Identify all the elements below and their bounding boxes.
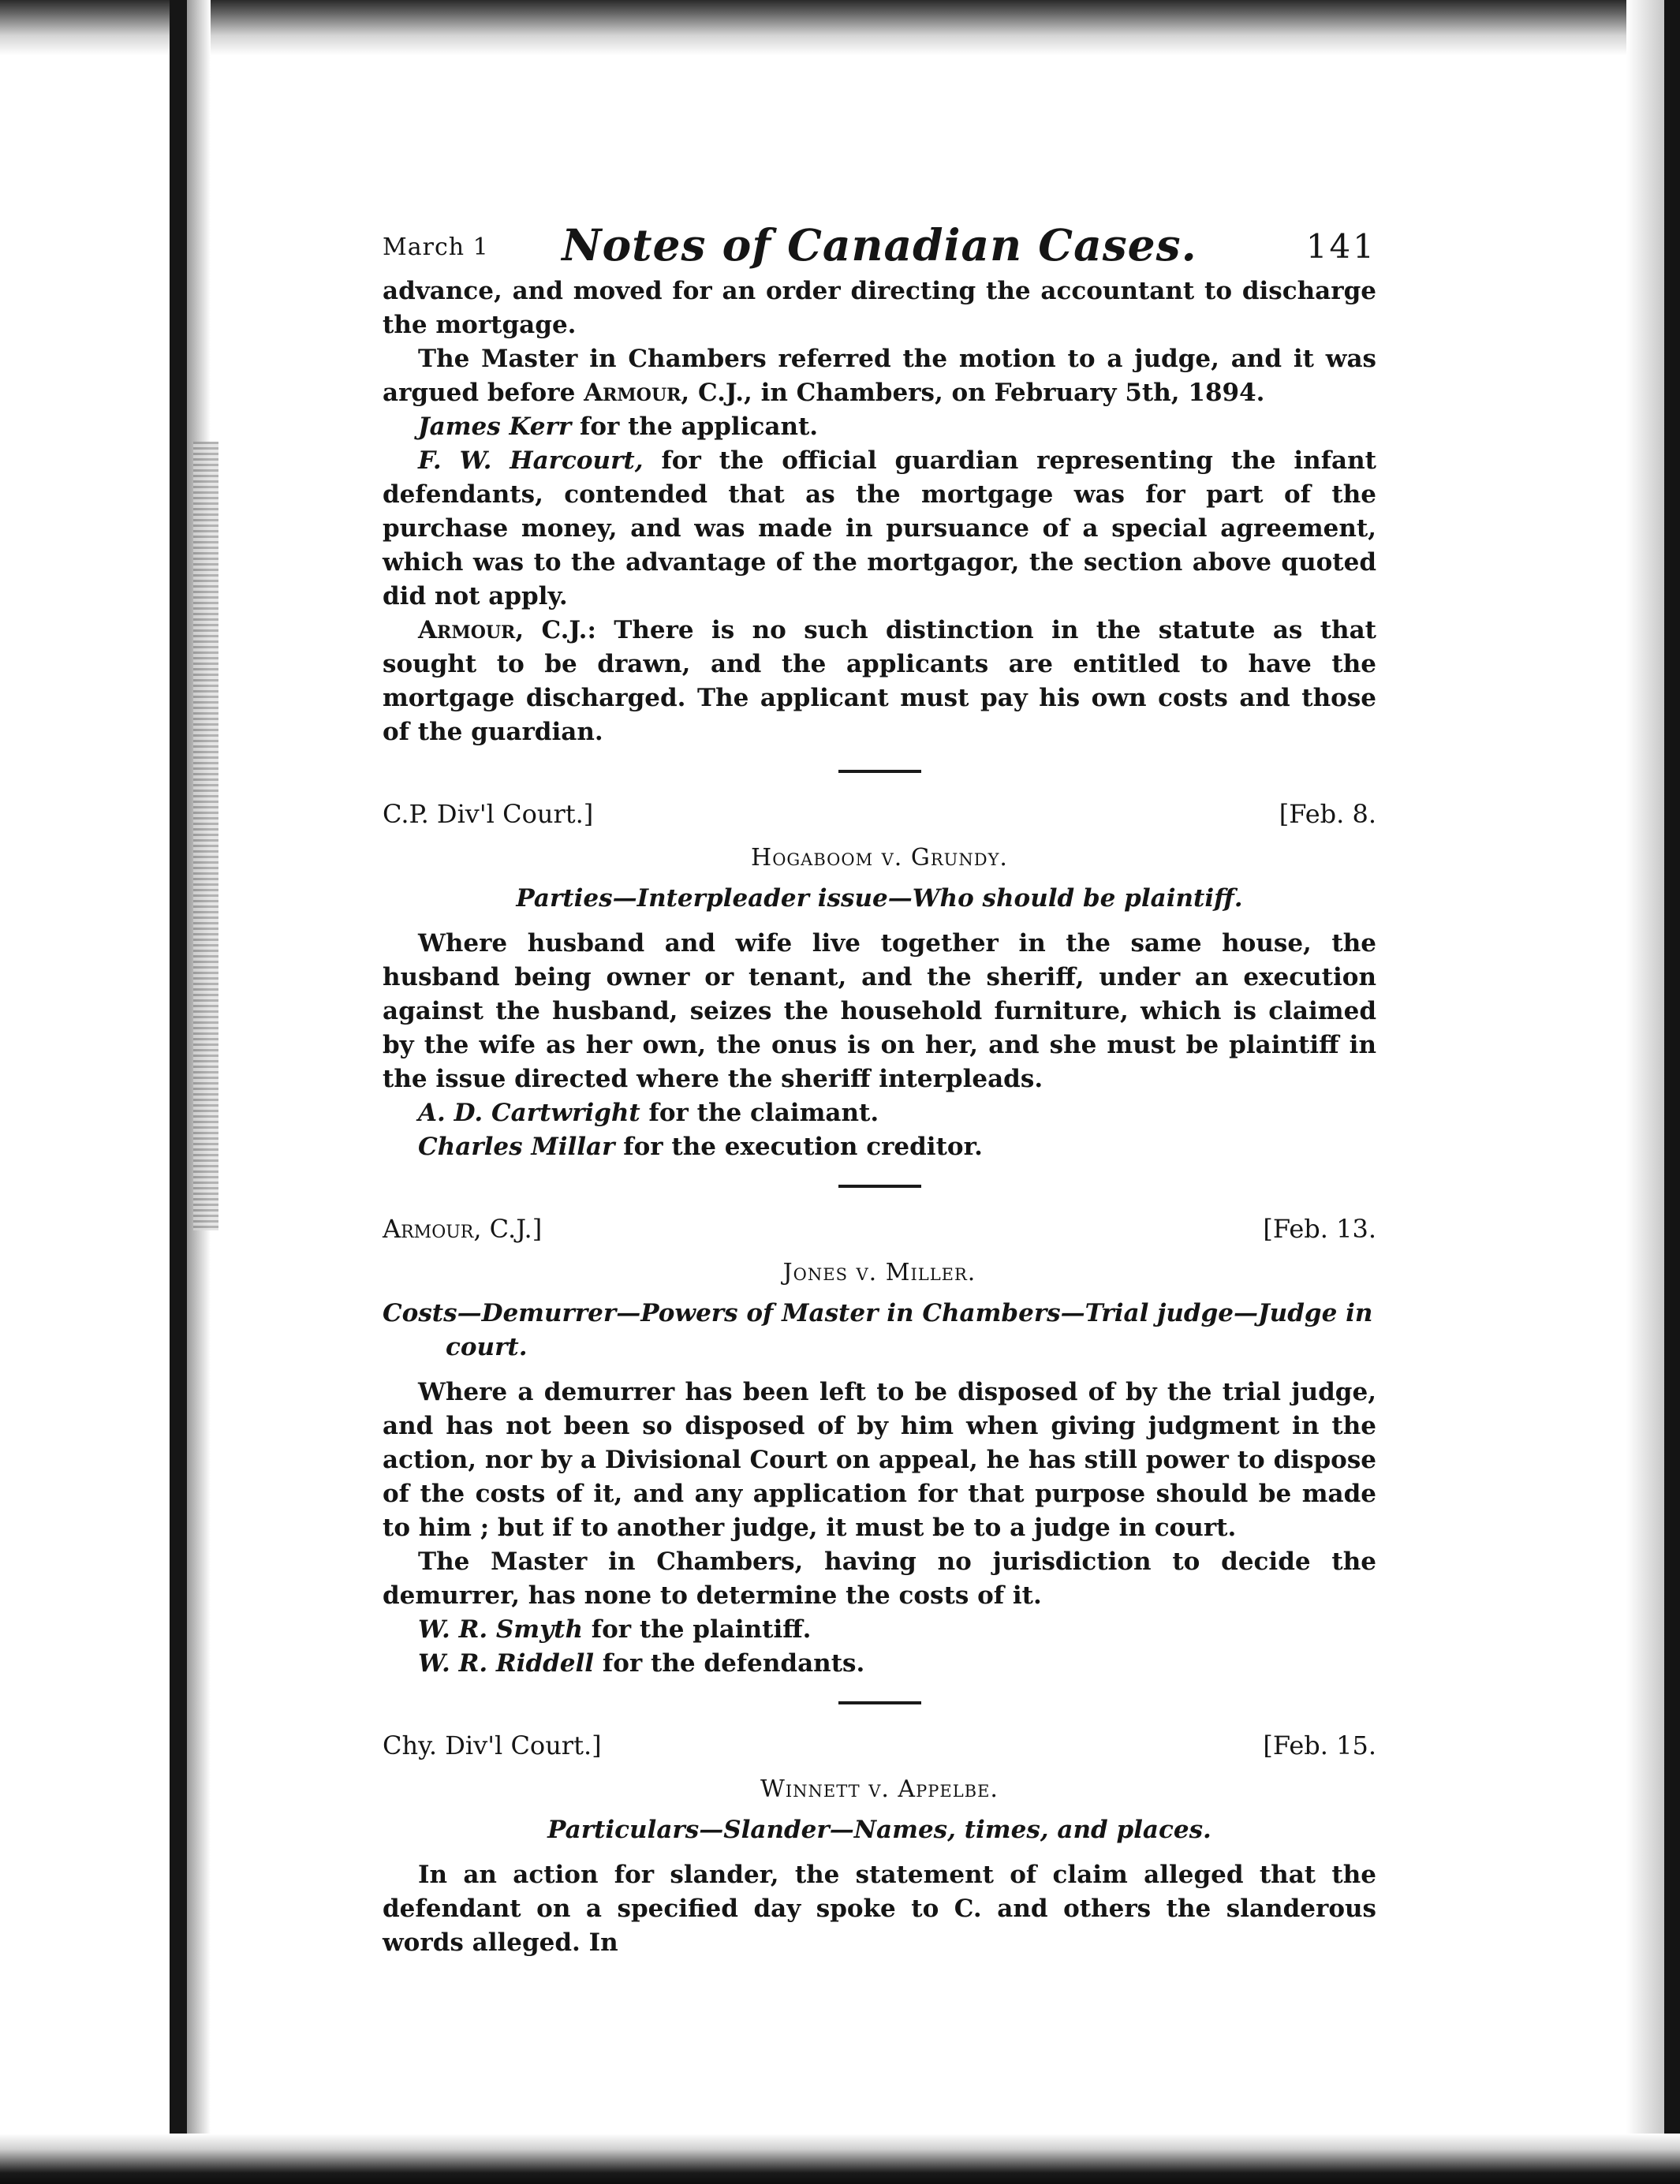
scan-left-noise xyxy=(193,442,218,1230)
case-catchwords: Costs—Demurrer—Powers of Master in Chambers—Trial judge—Judge in court. xyxy=(383,1299,1373,1361)
case-name: Winnett v. Appelbe. xyxy=(760,1775,999,1803)
counsel-role: for the defendants. xyxy=(594,1649,865,1678)
case-date: [Feb. 15. xyxy=(1263,1730,1376,1760)
counsel-role: for the plaintiff. xyxy=(582,1615,812,1644)
case-header xyxy=(383,797,1376,831)
case-entry xyxy=(383,1728,1376,1960)
counsel-argument xyxy=(383,444,1376,614)
scan-right-shadow xyxy=(1626,0,1664,2184)
page-number: 141 xyxy=(1305,227,1376,266)
page-body xyxy=(383,213,1376,1960)
intro-judge-name: Armour xyxy=(584,379,681,407)
judgment-paragraph xyxy=(383,614,1376,749)
running-head-title: Notes of Canadian Cases. xyxy=(562,219,1197,271)
counsel-role: for the applicant. xyxy=(571,413,819,441)
case-court: Chy. Div'l Court.] xyxy=(383,1730,602,1760)
section-divider xyxy=(838,1185,921,1188)
counsel-line xyxy=(383,1613,1376,1647)
counsel-name: F. W. Harcourt, xyxy=(418,446,644,475)
counsel-role: for the claimant. xyxy=(640,1099,879,1127)
case-header xyxy=(383,1728,1376,1763)
counsel-argument-text: for the official guardian representing the infant defendants, contended that as the mortgage was for part of the purchase money, and was made in pursuance of a special agreement, which was to the advantage of the mortgagor, the section above quoted did not apply. xyxy=(383,446,1376,610)
case-header xyxy=(383,1211,1376,1246)
case-name: Jones v. Miller. xyxy=(782,1259,976,1286)
judgment-judge-name: Armour xyxy=(418,616,516,644)
intro-procedure-pre: The Master in Chambers referred the motion to a judge, and it was argued before xyxy=(383,345,1376,407)
counsel-name: W. R. Smyth xyxy=(418,1615,583,1644)
case-date: [Feb. 13. xyxy=(1263,1214,1376,1244)
case-body: In an action for slander, the statement of claim alleged that the defendant on a specified day spoke to C. and others the slanderous words alleged. In xyxy=(383,1861,1376,1957)
case-catchwords: Parties—Interpleader issue—Who should be plaintiff. xyxy=(516,884,1243,913)
counsel-name: W. R. Riddell xyxy=(418,1649,595,1678)
running-head-date: March 1 xyxy=(383,233,489,261)
scan-right-edge xyxy=(1664,0,1680,2184)
counsel-line xyxy=(383,1130,1376,1164)
intro-procedure-post: , C.J., in Chambers, on February 5th, 1894. xyxy=(681,379,1265,407)
section-divider xyxy=(838,1701,921,1704)
case-name: Hogaboom v. Grundy. xyxy=(751,844,1008,872)
judgment-text: , C.J.: There is no such distinction in the statute as that sought to be drawn, and the applicants are entitled to have the mortgage discharged. The applicant must pay his own costs and those of the guardian. xyxy=(383,616,1376,746)
case-body-continued: The Master in Chambers, having no jurisdiction to decide the demurrer, has none to determine the costs of it. xyxy=(383,1547,1376,1610)
counsel-name: James Kerr xyxy=(418,413,572,441)
case-court: Armour, C.J.] xyxy=(383,1214,543,1244)
case-court: C.P. Div'l Court.] xyxy=(383,799,594,829)
running-head xyxy=(383,213,1376,274)
case-date: [Feb. 8. xyxy=(1279,799,1376,829)
case-body: Where a demurrer has been left to be disposed of by the trial judge, and has not been so disposed of by him when giving judgment in the action, nor by a Divisional Court on appeal, he has still power to dispose of the costs of it, and any application for that purpose should be made to him ; but if to another judge, it must be to a judge in court. xyxy=(383,1378,1376,1542)
intro-procedure-paragraph xyxy=(383,342,1376,410)
counsel-line xyxy=(383,1096,1376,1130)
counsel-line xyxy=(383,410,1376,444)
scan-top-edge xyxy=(0,0,1680,55)
counsel-role: for the execution creditor. xyxy=(614,1133,983,1161)
section-divider xyxy=(838,770,921,773)
intro-paragraph: advance, and moved for an order directing the accountant to discharge the mortgage. xyxy=(383,277,1376,339)
case-entry xyxy=(383,797,1376,1164)
counsel-name: A. D. Cartwright xyxy=(418,1099,640,1127)
case-entry xyxy=(383,1211,1376,1681)
counsel-line xyxy=(383,1647,1376,1681)
scan-left-edge xyxy=(170,0,187,2184)
scan-bottom-edge xyxy=(0,2134,1680,2184)
counsel-name: Charles Millar xyxy=(418,1133,615,1161)
case-body: Where husband and wife live together in the same house, the husband being owner or tenant, and the sheriff, under an execution against the husband, seizes the household furniture, which is claimed by the wife as her own, the onus is on her, and she must be plaintiff in the issue directed where the sheriff interpleads. xyxy=(383,929,1376,1093)
case-catchwords: Particulars—Slander—Names, times, and places. xyxy=(547,1816,1211,1844)
